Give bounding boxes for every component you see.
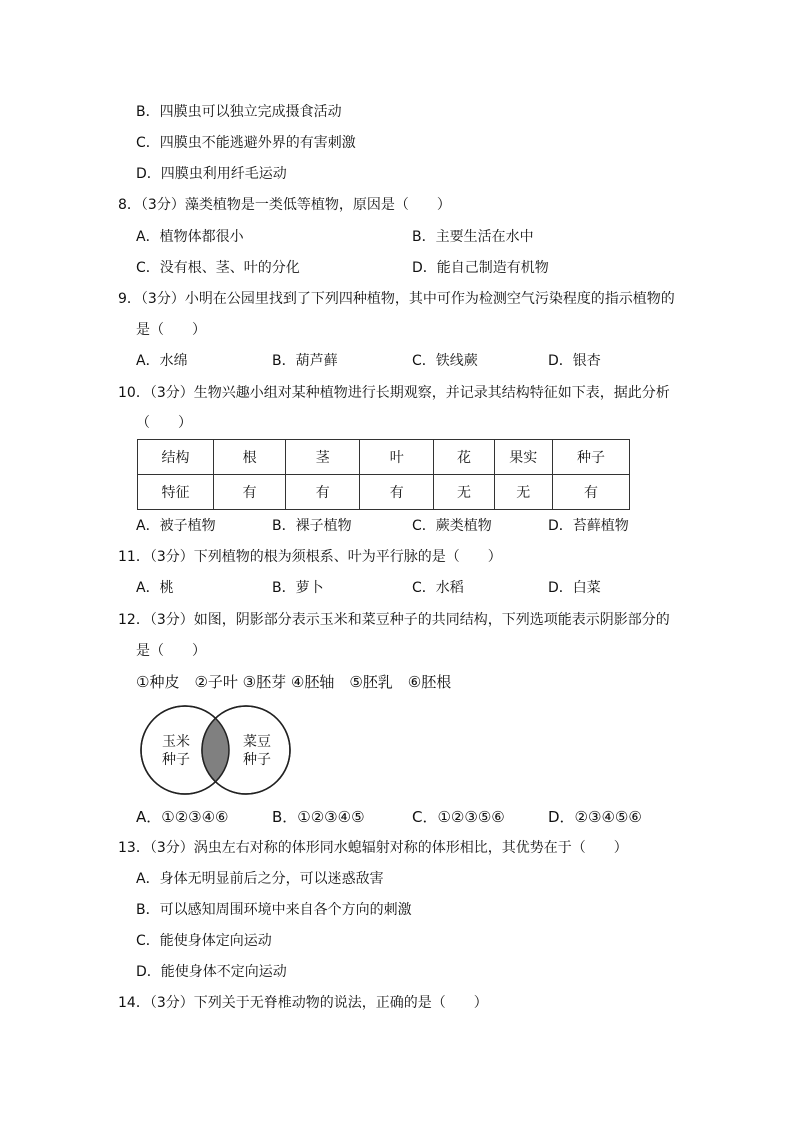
- table-cell: 无: [434, 475, 494, 510]
- q11-option-c: C．水稻: [412, 580, 464, 596]
- q12-stem-line1: 12．（3分）如图，阴影部分表示玉米和菜豆种子的共同结构，下列选项能表示阴影部分的: [118, 612, 670, 628]
- q9-option-a: A．水绵: [136, 353, 188, 369]
- q10-option-a: A．被子植物: [136, 518, 216, 534]
- q8-option-d: D．能自己制造有机物: [412, 260, 549, 276]
- table-row: [138, 475, 630, 510]
- venn-right-label-1: 菜豆: [243, 734, 271, 750]
- table-cell: 有: [286, 475, 360, 510]
- table-cell: 茎: [286, 440, 360, 475]
- q12-stem-line2: 是（ ）: [136, 643, 206, 659]
- q11-stem: 11．（3分）下列植物的根为须根系、叶为平行脉的是（ ）: [118, 549, 502, 565]
- q13-stem: 13．（3分）涡虫左右对称的体形同水螅辐射对称的体形相比，其优势在于（ ）: [118, 840, 628, 856]
- q9-stem-line2: 是（ ）: [136, 322, 206, 338]
- table-cell: 花: [434, 440, 494, 475]
- venn-diagram: [140, 702, 300, 802]
- q10-stem-line2: （ ）: [136, 415, 192, 431]
- q7-option-c: C．四膜虫不能逃避外界的有害刺激: [136, 135, 356, 151]
- table-cell: 无: [494, 475, 552, 510]
- q9-option-d: D．银杏: [548, 353, 601, 369]
- venn-left-label-1: 玉米: [162, 734, 190, 750]
- q13-option-a: A．身体无明显前后之分，可以迷惑敌害: [136, 871, 384, 887]
- q9-option-b: B．葫芦藓: [272, 353, 338, 369]
- q13-option-c: C．能使身体定向运动: [136, 933, 272, 949]
- q14-stem: 14．（3分）下列关于无脊椎动物的说法，正确的是（ ）: [118, 995, 488, 1011]
- table-cell: 根: [214, 440, 286, 475]
- q10-option-c: C．蕨类植物: [412, 518, 492, 534]
- q12-structure-items: ①种皮 ②子叶 ③胚芽 ④胚轴 ⑤胚乳 ⑥胚根: [136, 673, 452, 691]
- q10-stem-line1: 10．（3分）生物兴趣小组对某种植物进行长期观察，并记录其结构特征如下表，据此分析: [118, 385, 670, 401]
- q11-option-a: A．桃: [136, 580, 174, 596]
- q8-option-c: C．没有根、茎、叶的分化: [136, 260, 300, 276]
- q12-option-d: D．②③④⑤⑥: [548, 808, 642, 826]
- q13-option-b: B．可以感知周围环境中来自各个方向的刺激: [136, 902, 412, 918]
- q11-option-b: B．萝卜: [272, 580, 324, 596]
- venn-left-label-2: 种子: [162, 752, 190, 768]
- q12-option-a: A．①②③④⑥: [136, 808, 229, 826]
- q13-option-d: D．能使身体不定向运动: [136, 964, 287, 980]
- table-cell: 叶: [360, 440, 434, 475]
- q12-option-b: B．①②③④⑤: [272, 808, 365, 826]
- table-cell: 种子: [552, 440, 629, 475]
- table-cell: 果实: [494, 440, 552, 475]
- structure-table: [137, 439, 630, 510]
- q8-option-b: B．主要生活在水中: [412, 229, 534, 245]
- q10-option-d: D．苔藓植物: [548, 518, 629, 534]
- q9-option-c: C．铁线蕨: [412, 353, 478, 369]
- q8-stem: 8．（3分）藻类植物是一类低等植物，原因是（ ）: [118, 197, 451, 213]
- q11-option-d: D．白菜: [548, 580, 601, 596]
- venn-right-label-2: 种子: [243, 752, 271, 768]
- q9-stem-line1: 9．（3分）小明在公园里找到了下列四种植物，其中可作为检测空气污染程度的指示植物的: [118, 291, 675, 307]
- table-cell: 结构: [138, 440, 214, 475]
- q12-option-c: C．①②③⑤⑥: [412, 808, 505, 826]
- table-cell: 有: [214, 475, 286, 510]
- q10-option-b: B．裸子植物: [272, 518, 352, 534]
- table-header-row: [138, 440, 630, 475]
- table-cell: 有: [552, 475, 629, 510]
- table-cell: 有: [360, 475, 434, 510]
- q7-option-b: B．四膜虫可以独立完成摄食活动: [136, 104, 342, 120]
- table-cell: 特征: [138, 475, 214, 510]
- q8-option-a: A．植物体都很小: [136, 229, 244, 245]
- q7-option-d: D．四膜虫利用纤毛运动: [136, 166, 287, 182]
